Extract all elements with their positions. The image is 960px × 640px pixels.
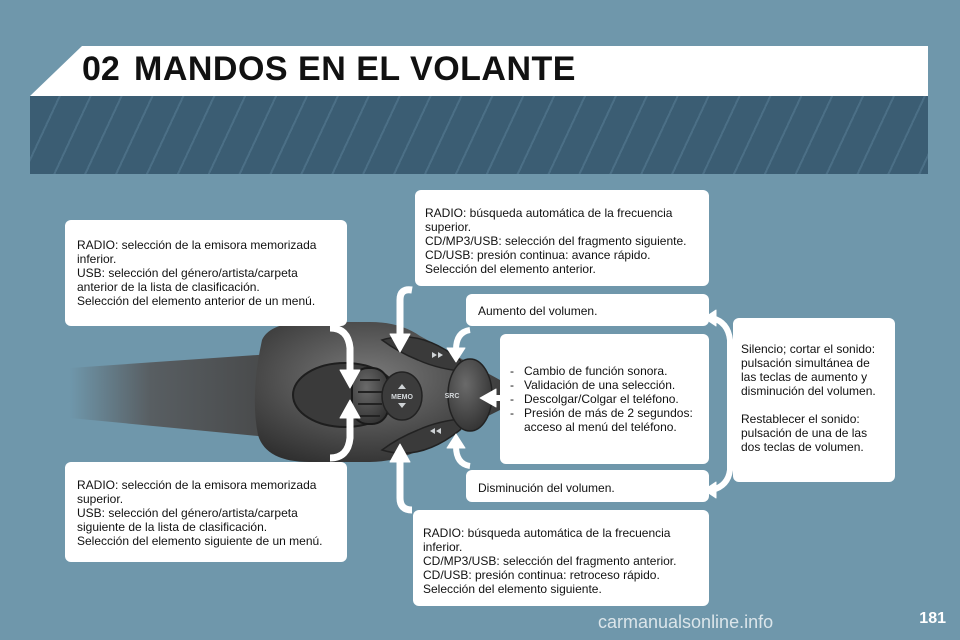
box-line: siguiente de la lista de clasificación. — [77, 520, 268, 534]
volume-up-box — [466, 294, 709, 326]
box-line: RADIO: selección de la emisora memorizada — [77, 238, 317, 252]
box-line: Selección del elemento anterior de un menú. — [77, 294, 316, 308]
src-function-box — [500, 334, 709, 464]
mute-box — [733, 318, 895, 482]
arrow-line — [400, 458, 412, 510]
box-line: USB: selección del género/artista/carpeta — [77, 506, 298, 520]
volume-down-box — [466, 470, 709, 502]
watermark: carmanualsonline.info — [598, 612, 774, 632]
preset-next-box — [65, 462, 347, 562]
volume-down-text: Disminución del volumen. — [478, 481, 615, 495]
box-line: RADIO: búsqueda automática de la frecuencia — [425, 206, 673, 220]
preset-previous-box — [65, 220, 347, 326]
box-line: superior. — [77, 492, 124, 506]
box-line: anterior de la lista de clasificación. — [77, 280, 260, 294]
memo-label: MEMO — [391, 394, 413, 401]
page-number: 181 — [919, 610, 946, 627]
arrow-line — [456, 330, 470, 350]
volume-up-text: Aumento del volumen. — [478, 304, 598, 318]
box-line: CD/MP3/USB: selección del fragmento siguiente. — [425, 234, 687, 248]
list-item: - Presión de más de 2 segundos: acceso al menú del teléfono. — [510, 406, 701, 434]
seek-up-box — [415, 190, 709, 286]
box-line: inferior. — [77, 252, 117, 266]
chapter-number: 02 — [82, 50, 120, 88]
arrow-bracket — [712, 318, 730, 490]
box-line: RADIO: selección de la emisora memorizada — [77, 478, 317, 492]
function-list — [510, 364, 701, 434]
box-line: RADIO: búsqueda automática de la frecuencia — [423, 526, 671, 540]
list-item: - Descolgar/Colgar el teléfono. — [510, 392, 701, 406]
box-line: inferior. — [423, 540, 463, 554]
box-line: CD/USB: presión continua: avance rápido. — [425, 248, 651, 262]
box-line: superior. — [425, 220, 472, 234]
box-line: Selección del elemento siguiente de un menú. — [77, 534, 323, 548]
box-line: USB: selección del género/artista/carpeta — [77, 266, 298, 280]
list-item: - Validación de una selección. — [510, 378, 701, 392]
box-line: CD/MP3/USB: selección del fragmento anterior. — [423, 554, 677, 568]
seek-down-box — [413, 510, 709, 606]
page-title: MANDOS EN EL VOLANTE — [134, 50, 576, 88]
box-line: CD/USB: presión continua: retroceso rápido. — [423, 568, 660, 582]
src-label: SRC — [444, 393, 460, 400]
restore-sound-text: Restablecer el sonido: pulsación de una de las dos teclas de volumen. — [741, 412, 868, 454]
box-line: Selección del elemento anterior. — [425, 262, 596, 276]
arrow-line — [456, 446, 470, 466]
mute-text: Silencio; cortar el sonido: pulsación simultánea de las teclas de aumento y disminución del volumen. — [741, 342, 876, 398]
list-item: - Cambio de función sonora. — [510, 364, 701, 378]
box-line: Selección del elemento siguiente. — [423, 582, 602, 596]
